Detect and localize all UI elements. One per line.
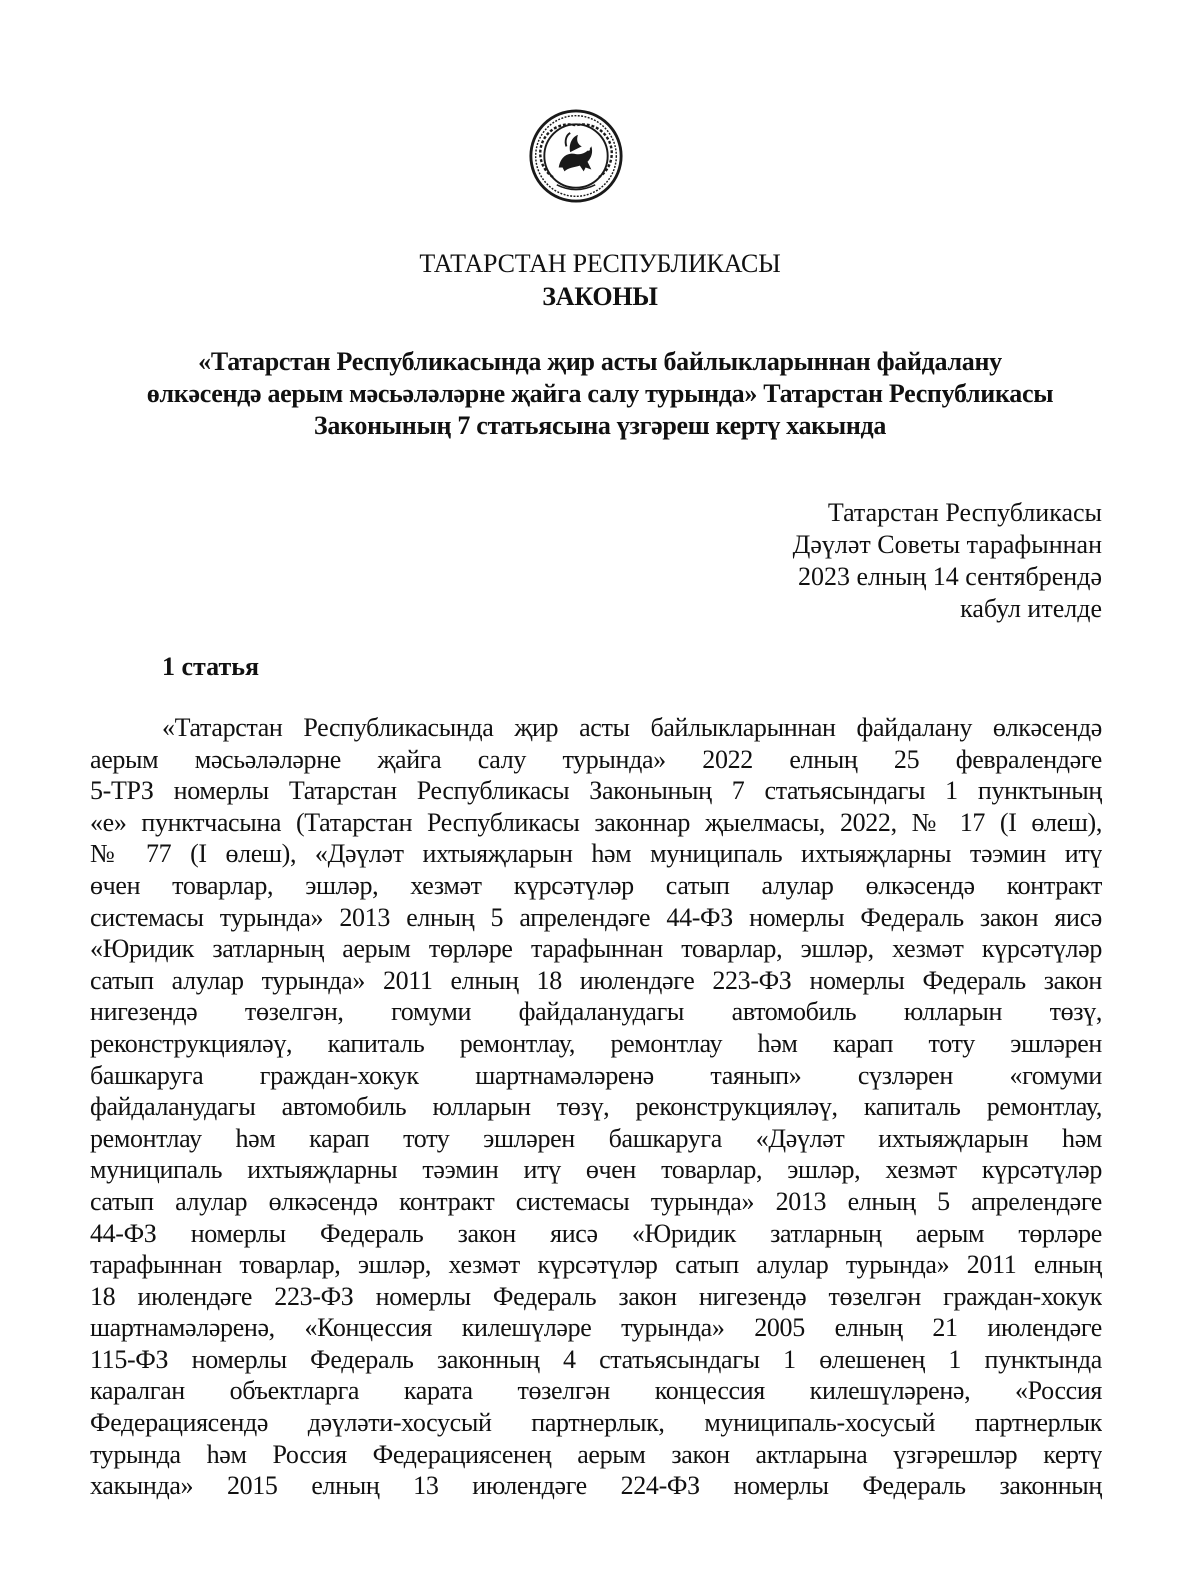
article-body	[90, 712, 1102, 1502]
body-line: өчен товарлар, эшләр, хезмәт күрсәтүләр сатып алулар өлкәсендә контракт	[90, 870, 1102, 900]
title-line: өлкәсендә аерым мәсьәләләрне җайга салу турында» Татарстан Республикасы	[146, 379, 1054, 408]
body-line: Федерациясендә дәүләти-хосусый партнерлык, муниципаль-хосусый партнерлык	[90, 1408, 1102, 1438]
adoption-line: 2023 елның 14 сентябрендә	[797, 562, 1102, 591]
body-line: 18 июлендәге 223-ФЗ номерлы Федераль закон нигезендә төзелгән граждан-хокук	[90, 1281, 1102, 1311]
body-line: каралган объектларга карата төзелгән концессия килешүләренә, «Россия	[90, 1376, 1102, 1406]
body-line: 5-ТРЗ номерлы Татарстан Республикасы Законының 7 статьясындагы 1 пунктының	[90, 776, 1102, 806]
law-word: ЗАКОНЫ	[542, 282, 658, 311]
title-line: Законының 7 статьясына үзгәреш кертү хакында	[313, 411, 887, 440]
body-line: «е» пунктчасына (Татарстан Республикасы законнар җыелмасы, 2022, № 17 (I өлеш),	[90, 807, 1102, 837]
article-heading: 1 статья	[162, 652, 260, 681]
body-line: № 77 (I өлеш), «Дәүләт ихтыяҗларын һәм муниципаль ихтыяҗларны тәэмин итү	[90, 839, 1102, 869]
adoption-line: кабул ителде	[960, 594, 1102, 623]
body-line: системасы турында» 2013 елның 5 апрелендәге 44-ФЗ номерлы Федераль закон яисә	[90, 902, 1102, 932]
law-title	[90, 346, 1110, 442]
tatarstan-coat-of-arms-icon	[528, 108, 624, 204]
body-line: ремонтлау һәм карап тоту эшләрен башкаруга «Дәүләт ихтыяҗларын һәм	[90, 1123, 1102, 1153]
body-line: файдаланудагы автомобиль юлларын төзү, реконструкцияләү, капиталь ремонтлау,	[90, 1092, 1102, 1122]
body-line: муниципаль ихтыяҗларны тәэмин итү өчен товарлар, эшләр, хезмәт күрсәтүләр	[90, 1155, 1102, 1185]
body-line: башкаруга граждан-хокук шартнамәләренә таянып» сүзләрен «гомуми	[90, 1060, 1102, 1090]
body-line: аерым мәсьәләләрне җайга салу турында» 2022 елның 25 февралендәге	[90, 744, 1102, 774]
body-line: турында һәм Россия Федерациясенең аерым закон актларына үзгәрешләр кертү	[90, 1439, 1102, 1469]
body-line: 115-ФЗ номерлы Федераль законның 4 статьясындагы 1 өлешенең 1 пунктында	[90, 1344, 1102, 1374]
body-line: шартнамәләренә, «Концессия килешүләре турында» 2005 елның 21 июлендәге	[90, 1313, 1102, 1343]
body-line: тарафыннан товарлар, эшләр, хезмәт күрсәтүләр сатып алулар турында» 2011 елның	[90, 1250, 1102, 1280]
body-line: 44-ФЗ номерлы Федераль закон яисә «Юридик затларның аерым төрләре	[90, 1218, 1102, 1248]
adoption-statement	[793, 497, 1102, 625]
adoption-line: Дәүләт Советы тарафыннан	[792, 530, 1102, 559]
republic-name: ТАТАРСТАН РЕСПУБЛИКАСЫ	[419, 249, 781, 278]
title-line: «Татарстан Республикасында җир асты байлыкларыннан файдалану	[198, 347, 1002, 376]
body-line: сатып алулар турында» 2011 елның 18 июлендәге 223-ФЗ номерлы Федераль закон	[90, 965, 1102, 995]
body-line: нигезендә төзелгән, гомуми файдаланудагы автомобиль юлларын төзү,	[90, 997, 1102, 1027]
body-line: «Юридик затларның аерым төрләре тарафыннан товарлар, эшләр, хезмәт күрсәтүләр	[90, 934, 1102, 964]
adoption-line: Татарстан Республикасы	[827, 498, 1102, 527]
body-line: «Татарстан Республикасында җир асты байлыкларыннан файдалану өлкәсендә	[162, 713, 1102, 742]
body-line: хакында» 2015 елның 13 июлендәге 224-ФЗ номерлы Федераль законның	[90, 1471, 1102, 1501]
body-line: реконструкцияләү, капиталь ремонтлау, ремонтлау һәм карап тоту эшләрен	[90, 1028, 1102, 1058]
body-line: сатып алулар өлкәсендә контракт системасы турында» 2013 елның 5 апрелендәге	[90, 1186, 1102, 1216]
